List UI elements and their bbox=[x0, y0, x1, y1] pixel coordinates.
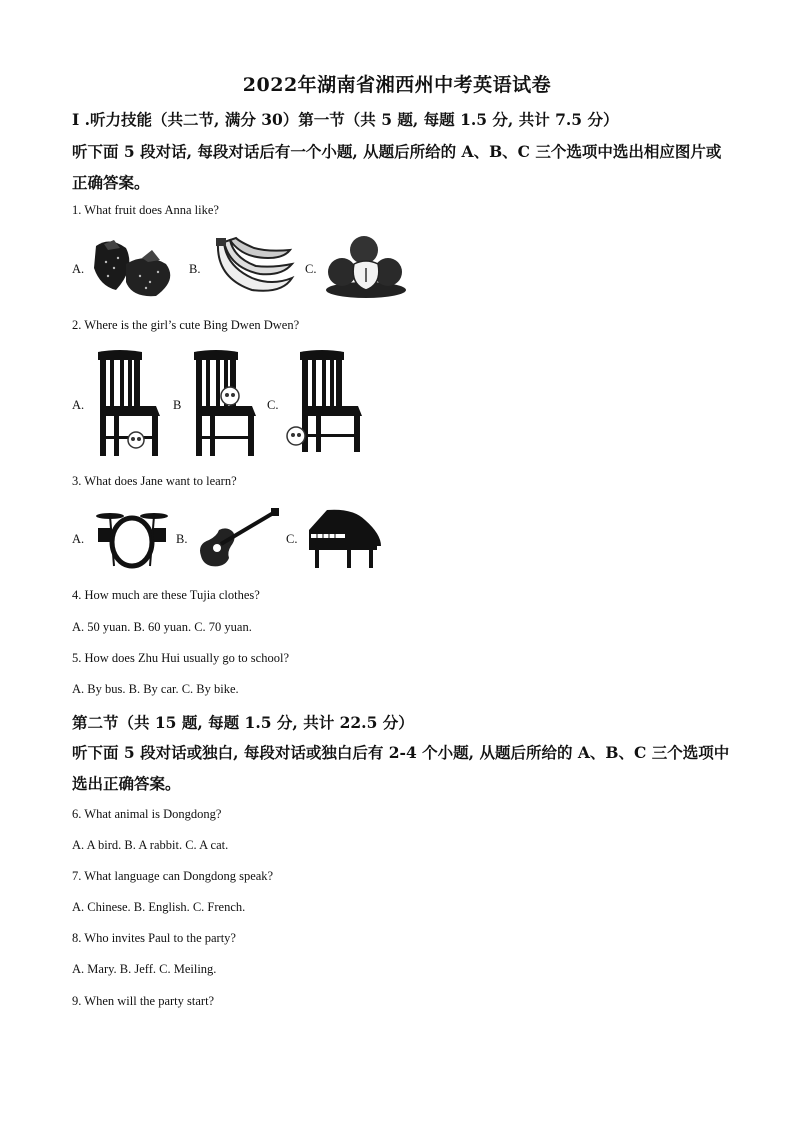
question-6: 6. What animal is Dongdong? bbox=[72, 807, 222, 821]
q2-label-b: B bbox=[173, 398, 182, 412]
strawberries-icon bbox=[86, 238, 182, 298]
part1-heading: I .听力技能（共二节, 满分 30）第一节（共 5 题, 每题 1.5 分, 共计 7.5 分） bbox=[72, 110, 619, 129]
question-7: 7. What language can Dongdong speak? bbox=[72, 869, 274, 883]
piano-icon bbox=[305, 506, 383, 570]
q1-label-a: A. bbox=[72, 262, 85, 276]
question-8: 8. Who invites Paul to the party? bbox=[72, 931, 236, 945]
chair-bear-beside-icon bbox=[286, 350, 364, 458]
question-9: 9. When will the party start? bbox=[72, 994, 215, 1008]
q3-label-b: B. bbox=[176, 532, 188, 546]
drum-icon bbox=[92, 508, 172, 570]
apples-icon bbox=[324, 234, 408, 300]
question-4: 4. How much are these Tujia clothes? bbox=[72, 588, 260, 602]
q2-label-c: C. bbox=[267, 398, 279, 412]
question-5: 5. How does Zhu Hui usually go to school? bbox=[72, 651, 289, 665]
q4-options: A. 50 yuan. B. 60 yuan. C. 70 yuan. bbox=[72, 620, 252, 634]
part1-instruction: 听下面 5 段对话, 每段对话后有一个小题, 从题后所给的 A、B、C 三个选项中选出相应图片或正确答案。 bbox=[72, 142, 722, 192]
chair-bear-under-icon bbox=[94, 350, 162, 458]
q6-options: A. A bird. B. A rabbit. C. A cat. bbox=[72, 838, 229, 852]
q1-label-c: C. bbox=[305, 262, 317, 276]
q3-label-a: A. bbox=[72, 532, 85, 546]
q3-label-c: C. bbox=[286, 532, 298, 546]
q7-options: A. Chinese. B. English. C. French. bbox=[72, 900, 246, 914]
question-2: 2. Where is the girl’s cute Bing Dwen Dwen? bbox=[72, 318, 300, 332]
q1-label-b: B. bbox=[189, 262, 201, 276]
part2-heading: 第二节（共 15 题, 每题 1.5 分, 共计 22.5 分） bbox=[72, 713, 414, 732]
guitar-icon bbox=[195, 508, 281, 568]
q8-options: A. Mary. B. Jeff. C. Meiling. bbox=[72, 962, 217, 976]
question-3: 3. What does Jane want to learn? bbox=[72, 474, 237, 488]
part2-instruction: 听下面 5 段对话或独白, 每段对话或独白后有 2-4 个小题, 从题后所给的 A、B、C 三个选项中选出正确答案。 bbox=[72, 743, 730, 793]
page-title: 2022年湖南省湘西州中考英语试卷 bbox=[242, 74, 552, 96]
chair-bear-on-icon bbox=[190, 350, 258, 458]
q5-options: A. By bus. B. By car. C. By bike. bbox=[72, 682, 239, 696]
q2-label-a: A. bbox=[72, 398, 85, 412]
question-1: 1. What fruit does Anna like? bbox=[72, 203, 219, 217]
bananas-icon bbox=[212, 238, 296, 298]
